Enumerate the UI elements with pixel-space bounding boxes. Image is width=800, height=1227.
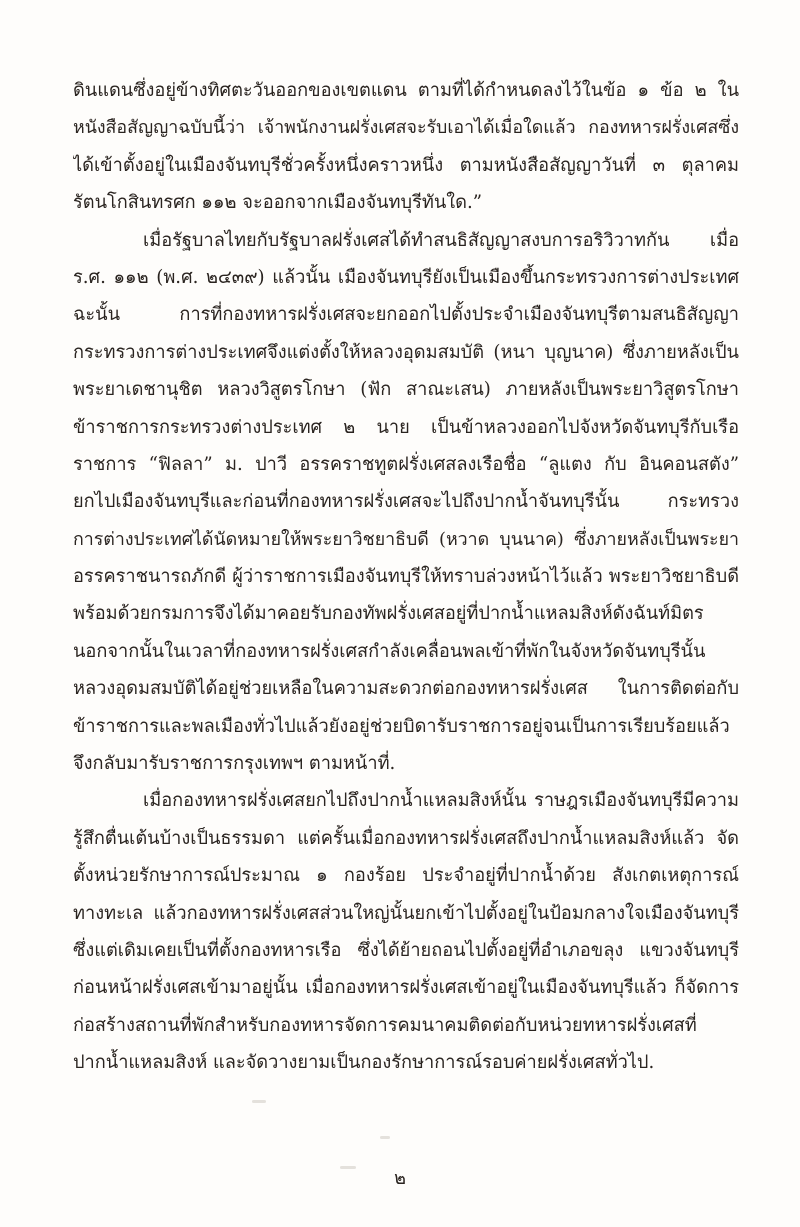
text-line: ทางทะเล แล้วกองทหารฝรั่งเศสส่วนใหญ่นั้นยกเข้าไปตั้งอยู่ในป้อมกลางใจเมืองจันทบุรี xyxy=(73,902,739,924)
text-line: ฉะนั้น การที่กองทหารฝรั่งเศสจะยกออกไปตั้งประจำเมืองจันทบุรีตามสนธิสัญญา xyxy=(73,304,739,326)
text-line: จึงกลับมารับราชการกรุงเทพฯ ตามหน้าที่. xyxy=(73,753,396,775)
text-line: พร้อมด้วยกรมการจึงได้มาคอยรับกองทัพฝรั่งเศสอยู่ที่ปากน้ำแหลมสิงห์ดังฉันท์มิตร xyxy=(73,603,704,625)
text-line: ราชการ “ฟิลลา” ม. ปาวี อรรคราชทูตฝรั่งเศสลงเรือชื่อ “ลูแตง กับ อินคอนสตัง” xyxy=(73,453,739,475)
text-line: ปากน้ำแหลมสิงห์ และจัดวางยามเป็นกองรักษาการณ์รอบค่ายฝรั่งเศสทั่วไป. xyxy=(73,1052,655,1074)
text-line: ได้เข้าตั้งอยู่ในเมืองจันทบุรีชั่วครั้งหนึ่งคราวหนึ่ง ตามหนังสือสัญญาวันที่ ๓ ตุลาคม xyxy=(73,154,739,176)
text-line: กระทรวงการต่างประเทศจึงแต่งตั้งให้หลวงอุดมสมบัติ (หนา บุญนาค) ซึ่งภายหลังเป็น xyxy=(73,341,739,363)
text-line: หนังสือสัญญาฉบับนี้ว่า เจ้าพนักงานฝรั่งเศสจะรับเอาได้เมื่อใดแล้ว กองทหารฝรั่งเศสซึ่ง xyxy=(73,117,739,139)
text-line: ยกไปเมืองจันทบุรีและก่อนที่กองทหารฝรั่งเศสจะไปถึงปากน้ำจันทบุรีนั้น กระทรวง xyxy=(73,491,739,513)
text-line: เมื่อรัฐบาลไทยกับรัฐบาลฝรั่งเศสได้ทำสนธิสัญญาสงบการอริวิวาทกัน เมื่อ xyxy=(143,229,739,251)
text-line: พระยาเดชานุชิต หลวงวิสูตรโกษา (ฟัก สาณะเสน) ภายหลังเป็นพระยาวิสูตรโกษา xyxy=(73,379,739,401)
text-line: ดินแดนซึ่งอยู่ข้างทิศตะวันออกของเขตแดน ตามที่ได้กำหนดลงไว้ในข้อ ๑ ข้อ ๒ ใน xyxy=(73,80,739,101)
page-number: ๒ xyxy=(394,1168,406,1189)
text-line: ข้าราชการกระทรวงต่างประเทศ ๒ นาย เป็นข้าหลวงออกไปจังหวัดจันทบุรีกับเรือ xyxy=(73,416,739,438)
text-line: เมื่อกองทหารฝรั่งเศสยกไปถึงปากน้ำแหลมสิงห์นั้น ราษฎรเมืองจันทบุรีมีความ xyxy=(143,790,739,812)
text-line: รัตนโกสินทรศก ๑๑๒ จะออกจากเมืองจันทบุรีทันใด.” xyxy=(73,192,483,214)
text-line: ซึ่งแต่เดิมเคยเป็นที่ตั้งกองทหารเรือ ซึ่งได้ย้ายถอนไปตั้งอยู่ที่อำเภอขลุง แขวงจันทบุรี xyxy=(73,939,739,961)
paper-speck xyxy=(380,1136,390,1139)
paragraph xyxy=(73,72,739,222)
text-line: รู้สึกตื่นเต้นบ้างเป็นธรรมดา แต่ครั้นเมื่อกองทหารฝรั่งเศสถึงปากน้ำแหลมสิงห์แล้ว จัด xyxy=(73,827,739,849)
text-line: หลวงอุดมสมบัติได้อยู่ช่วยเหลือในความสะดวกต่อกองทหารฝรั่งเศส ในการติดต่อกับ xyxy=(73,678,739,700)
text-line: ตั้งหน่วยรักษาการณ์ประมาณ ๑ กองร้อย ประจำอยู่ที่ปากน้ำด้วย สังเกตเหตุการณ์ xyxy=(73,865,739,887)
text-line: ก่อสร้างสถานที่พักสำหรับกองทหารจัดการคมนาคมติดต่อกับหน่วยทหารฝรั่งเศสที่ xyxy=(73,1014,697,1036)
paragraph xyxy=(73,782,739,1081)
text-line: การต่างประเทศได้นัดหมายให้พระยาวิชยาธิบดี (หวาด บุนนาค) ซึ่งภายหลังเป็นพระยา xyxy=(73,528,739,550)
text-line: นอกจากนั้นในเวลาที่กองทหารฝรั่งเศสกำลังเคลื่อนพลเข้าที่พักในจังหวัดจันทบุรีนั้น xyxy=(73,640,706,662)
paper-speck xyxy=(340,1166,356,1169)
text-line: ก่อนหน้าฝรั่งเศสเข้ามาอยู่นั้น เมื่อกองทหารฝรั่งเศสเข้าอยู่ในเมืองจันทบุรีแล้ว ก็จัดการ xyxy=(73,977,739,999)
text-line: ข้าราชการและพลเมืองทั่วไปแล้วยังอยู่ช่วยบิดารับราชการอยู่จนเป็นการเรียบร้อยแล้ว xyxy=(73,715,730,737)
text-line: ร.ศ. ๑๑๒ (พ.ศ. ๒๔๓๙) แล้วนั้น เมืองจันทบุรียังเป็นเมืองขึ้นกระทรวงการต่างประเทศ xyxy=(73,266,739,288)
body-text xyxy=(73,72,739,1082)
text-line: อรรคราชนารถภักดี ผู้ว่าราชการเมืองจันทบุรีให้ทราบล่วงหน้าไว้แล้ว พระยาวิชยาธิบดี xyxy=(73,566,739,588)
paragraph xyxy=(73,222,739,783)
paper-speck xyxy=(252,1100,266,1103)
